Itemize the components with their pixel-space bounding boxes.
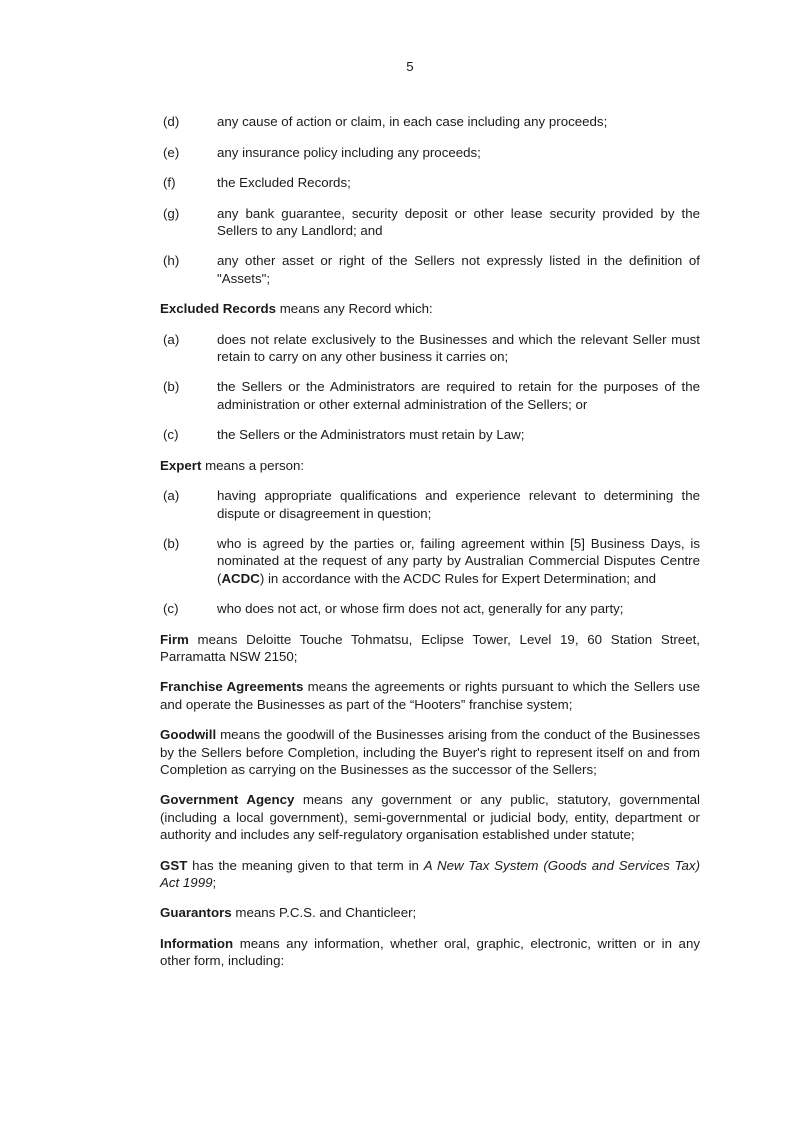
definition-paragraph: [160, 726, 700, 778]
text-run: the Sellers or the Administrators are required to retain for the purposes of the administration or other external administration of the Sellers; or: [217, 379, 700, 412]
text-run: means any government or any public, statutory, governmental (including a local government), semi-governmental or judicial body, entity, department or authority and includes any self-regulatory organisation established under statute;: [160, 792, 700, 843]
text-run: any insurance policy including any proceeds;: [217, 144, 481, 160]
definition-list-item: [160, 487, 700, 522]
list-item-marker: (g): [163, 205, 180, 221]
list-item-marker: (b): [163, 379, 180, 395]
text-run: Firm: [160, 631, 189, 647]
text-run: who does not act, or whose firm does not act, generally for any party;: [217, 601, 624, 617]
text-run: Expert: [160, 457, 202, 473]
text-run: Government Agency: [160, 792, 295, 808]
text-run: Franchise Agreements: [160, 679, 304, 695]
text-run: has the meaning given to that term in: [187, 857, 424, 873]
list-item-marker: (a): [163, 331, 180, 347]
list-item-marker: (f): [163, 175, 176, 191]
text-run: means any information, whether oral, graphic, electronic, written or in any other form, including:: [160, 935, 700, 969]
definition-list-item: [160, 600, 700, 617]
text-run: means a person:: [201, 457, 305, 473]
definition-list-item: [160, 144, 700, 161]
definition-list-item: [160, 378, 700, 413]
list-item-marker: (d): [163, 114, 180, 130]
text-run: ACDC: [221, 570, 260, 586]
definition-list-item: [160, 205, 700, 240]
text-run: who is agreed by the parties or, failing agreement within [5] Business Days, is nominated at the request of any party by Australian Commercial Disputes Centre (: [217, 535, 700, 586]
text-run: GST: [160, 857, 188, 873]
text-run: Goodwill: [160, 727, 217, 743]
text-run: the Sellers or the Administrators must retain by Law;: [217, 427, 525, 443]
text-run: any other asset or right of the Sellers not expressly listed in the definition of "Assets";: [217, 253, 700, 286]
definition-paragraph: [160, 631, 700, 666]
definition-paragraph: [160, 904, 700, 921]
text-run: does not relate exclusively to the Businesses and which the relevant Seller must retain to carry on any other business it carries on;: [217, 331, 700, 365]
definition-paragraph: [160, 935, 700, 970]
text-run: Information: [160, 935, 234, 951]
text-run: means P.C.S. and Chanticleer;: [231, 905, 417, 921]
definition-list-item: [160, 252, 700, 287]
text-run: A New Tax System (Goods and Services Tax) Act 1999: [160, 857, 700, 890]
definition-paragraph: [160, 678, 700, 713]
text-run: means Deloitte Touche Tohmatsu, Eclipse Tower, Level 19, 60 Station Street, Parramatta NSW 2150;: [160, 631, 700, 664]
list-item-marker: (h): [163, 253, 180, 269]
text-run: having appropriate qualifications and experience relevant to determining the dispute or disagreement in question;: [217, 488, 700, 521]
definition-list-item: [160, 331, 700, 366]
text-run: means any Record which:: [276, 301, 433, 317]
definition-paragraph: [160, 457, 700, 474]
list-item-marker: (b): [163, 535, 180, 551]
text-run: the Excluded Records;: [217, 175, 351, 191]
list-item-marker: (c): [163, 427, 179, 443]
text-run: means the goodwill of the Businesses arising from the conduct of the Businesses by the Sellers before Completion, including the Buyer's right to represent itself on and from Completion as carrying on the Businesses as the successor of the Sellers;: [160, 727, 700, 777]
text-run: Excluded Records: [160, 301, 277, 317]
definition-list-item: [160, 113, 700, 130]
text-run: any cause of action or claim, in each case including any proceeds;: [217, 114, 608, 130]
text-run: means the agreements or rights pursuant to which the Sellers use and operate the Businesses as part of the “Hooters” franchise system;: [160, 679, 700, 712]
definition-list-item: [160, 426, 700, 443]
text-run: Guarantors: [160, 905, 232, 921]
text-run: any bank guarantee, security deposit or other lease security provided by the Sellers to any Landlord; and: [217, 205, 700, 239]
text-run: ;: [212, 875, 217, 890]
list-item-marker: (c): [163, 601, 179, 617]
definition-paragraph: [160, 791, 700, 843]
text-run: ) in accordance with the ACDC Rules for Expert Determination; and: [259, 570, 656, 586]
definition-list-item: [160, 174, 700, 191]
definition-paragraph: [160, 300, 700, 317]
document-body: [160, 113, 700, 969]
definition-paragraph: [160, 857, 700, 892]
list-item-marker: (e): [163, 144, 180, 160]
page-number: 5: [406, 59, 414, 74]
definition-list-item: [160, 535, 700, 587]
list-item-marker: (a): [163, 488, 180, 504]
